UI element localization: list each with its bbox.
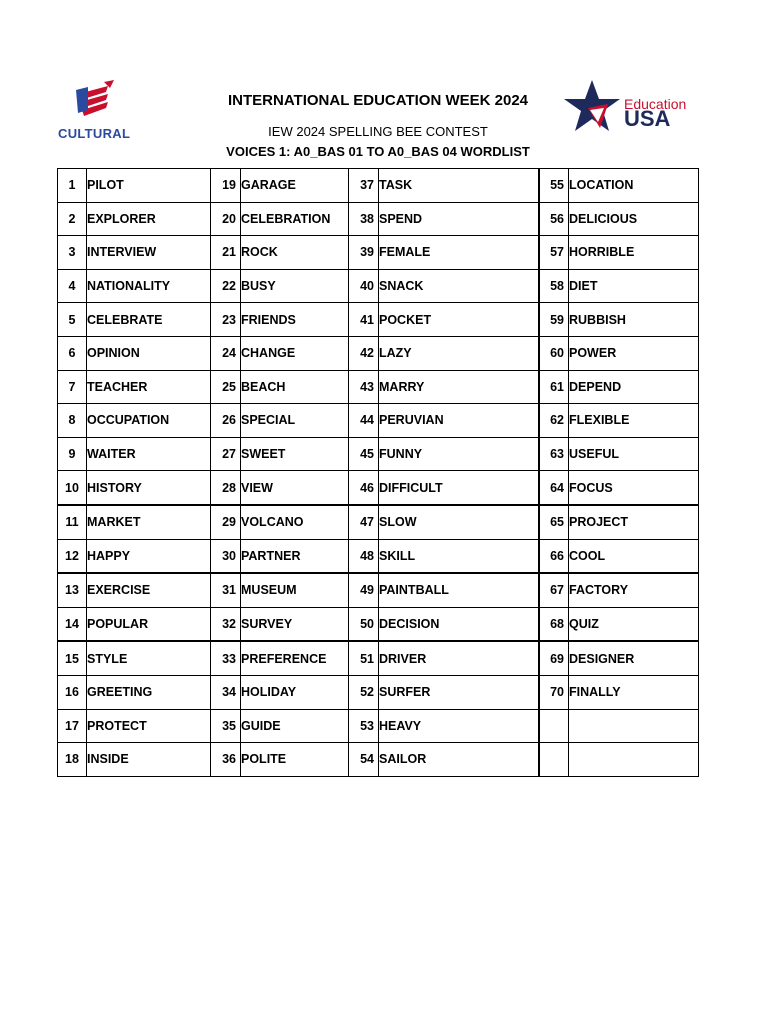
word-number: 57 bbox=[539, 236, 569, 270]
word-cell: POLITE bbox=[241, 743, 349, 777]
table-row bbox=[58, 641, 699, 675]
word-number: 24 bbox=[211, 336, 241, 370]
word-number: 70 bbox=[539, 675, 569, 709]
word-number: 47 bbox=[349, 505, 379, 539]
word-number: 46 bbox=[349, 471, 379, 505]
word-cell: FACTORY bbox=[569, 573, 699, 607]
word-number: 23 bbox=[211, 303, 241, 337]
table-row bbox=[58, 202, 699, 236]
word-cell: SURVEY bbox=[241, 607, 349, 641]
table-row bbox=[58, 370, 699, 404]
word-cell: HAPPY bbox=[87, 539, 211, 573]
word-cell: VIEW bbox=[241, 471, 349, 505]
word-number: 15 bbox=[58, 641, 87, 675]
word-number: 7 bbox=[58, 370, 87, 404]
word-cell: PROTECT bbox=[87, 709, 211, 743]
word-cell: PARTNER bbox=[241, 539, 349, 573]
word-number: 65 bbox=[539, 505, 569, 539]
word-cell: RUBBISH bbox=[569, 303, 699, 337]
word-number: 56 bbox=[539, 202, 569, 236]
word-cell: USEFUL bbox=[569, 437, 699, 471]
word-cell: MARKET bbox=[87, 505, 211, 539]
word-number: 20 bbox=[211, 202, 241, 236]
word-number: 9 bbox=[58, 437, 87, 471]
word-number: 19 bbox=[211, 169, 241, 203]
word-cell: SAILOR bbox=[379, 743, 539, 777]
word-number: 59 bbox=[539, 303, 569, 337]
word-number: 27 bbox=[211, 437, 241, 471]
word-cell: SPECIAL bbox=[241, 404, 349, 438]
table-row bbox=[58, 573, 699, 607]
word-number: 44 bbox=[349, 404, 379, 438]
word-number: 10 bbox=[58, 471, 87, 505]
word-cell: FUNNY bbox=[379, 437, 539, 471]
word-cell: DELICIOUS bbox=[569, 202, 699, 236]
word-cell: TASK bbox=[379, 169, 539, 203]
word-number: 58 bbox=[539, 269, 569, 303]
word-number: 43 bbox=[349, 370, 379, 404]
table-row bbox=[58, 607, 699, 641]
word-number: 40 bbox=[349, 269, 379, 303]
word-cell: PREFERENCE bbox=[241, 641, 349, 675]
page-title: INTERNATIONAL EDUCATION WEEK 2024 bbox=[227, 92, 529, 109]
table-row bbox=[58, 303, 699, 337]
word-number: 68 bbox=[539, 607, 569, 641]
word-cell: MUSEUM bbox=[241, 573, 349, 607]
word-cell: CHANGE bbox=[241, 336, 349, 370]
word-number: 39 bbox=[349, 236, 379, 270]
word-number: 31 bbox=[211, 573, 241, 607]
word-cell: INSIDE bbox=[87, 743, 211, 777]
word-cell: GUIDE bbox=[241, 709, 349, 743]
word-cell: SNACK bbox=[379, 269, 539, 303]
usa-text: USA bbox=[624, 106, 671, 131]
word-number: 45 bbox=[349, 437, 379, 471]
word-cell: GARAGE bbox=[241, 169, 349, 203]
word-cell: SPEND bbox=[379, 202, 539, 236]
table-row bbox=[58, 437, 699, 471]
word-cell: HORRIBLE bbox=[569, 236, 699, 270]
word-cell: HEAVY bbox=[379, 709, 539, 743]
word-number: 49 bbox=[349, 573, 379, 607]
word-cell bbox=[569, 743, 699, 777]
table-row bbox=[58, 169, 699, 203]
word-cell: DRIVER bbox=[379, 641, 539, 675]
word-cell: WAITER bbox=[87, 437, 211, 471]
word-number: 26 bbox=[211, 404, 241, 438]
word-number: 2 bbox=[58, 202, 87, 236]
word-number: 69 bbox=[539, 641, 569, 675]
word-cell: DEPEND bbox=[569, 370, 699, 404]
word-cell: OCCUPATION bbox=[87, 404, 211, 438]
word-cell: SLOW bbox=[379, 505, 539, 539]
table-row bbox=[58, 675, 699, 709]
word-cell: LAZY bbox=[379, 336, 539, 370]
word-cell: DECISION bbox=[379, 607, 539, 641]
word-cell: SURFER bbox=[379, 675, 539, 709]
word-cell: FINALLY bbox=[569, 675, 699, 709]
table-row bbox=[58, 471, 699, 505]
word-number: 30 bbox=[211, 539, 241, 573]
word-number: 12 bbox=[58, 539, 87, 573]
word-cell: EXERCISE bbox=[87, 573, 211, 607]
word-number: 41 bbox=[349, 303, 379, 337]
table-row bbox=[58, 236, 699, 270]
word-number: 52 bbox=[349, 675, 379, 709]
word-cell: COOL bbox=[569, 539, 699, 573]
word-cell: PROJECT bbox=[569, 505, 699, 539]
word-number: 55 bbox=[539, 169, 569, 203]
word-cell: GREETING bbox=[87, 675, 211, 709]
word-number: 42 bbox=[349, 336, 379, 370]
word-cell: OPINION bbox=[87, 336, 211, 370]
word-cell: VOLCANO bbox=[241, 505, 349, 539]
word-number: 63 bbox=[539, 437, 569, 471]
table-row bbox=[58, 269, 699, 303]
table-row bbox=[58, 404, 699, 438]
word-number: 16 bbox=[58, 675, 87, 709]
word-number: 34 bbox=[211, 675, 241, 709]
wordlist-heading: VOICES 1: A0_BAS 01 TO A0_BAS 04 WORDLIST bbox=[226, 144, 530, 159]
word-number: 64 bbox=[539, 471, 569, 505]
table-row bbox=[58, 336, 699, 370]
word-cell: EXPLORER bbox=[87, 202, 211, 236]
word-cell: FEMALE bbox=[379, 236, 539, 270]
word-cell: NATIONALITY bbox=[87, 269, 211, 303]
word-number: 36 bbox=[211, 743, 241, 777]
word-number: 14 bbox=[58, 607, 87, 641]
word-number: 22 bbox=[211, 269, 241, 303]
word-cell: BUSY bbox=[241, 269, 349, 303]
word-number: 53 bbox=[349, 709, 379, 743]
word-number: 62 bbox=[539, 404, 569, 438]
word-number: 38 bbox=[349, 202, 379, 236]
word-cell: SWEET bbox=[241, 437, 349, 471]
word-number: 48 bbox=[349, 539, 379, 573]
word-number: 6 bbox=[58, 336, 87, 370]
word-number: 11 bbox=[58, 505, 87, 539]
word-number: 28 bbox=[211, 471, 241, 505]
word-cell: DIFFICULT bbox=[379, 471, 539, 505]
table-row bbox=[58, 505, 699, 539]
word-number: 61 bbox=[539, 370, 569, 404]
word-cell: INTERVIEW bbox=[87, 236, 211, 270]
table-row bbox=[58, 539, 699, 573]
word-number: 4 bbox=[58, 269, 87, 303]
word-number: 13 bbox=[58, 573, 87, 607]
word-cell: HOLIDAY bbox=[241, 675, 349, 709]
word-cell: POPULAR bbox=[87, 607, 211, 641]
word-cell: BEACH bbox=[241, 370, 349, 404]
page-subtitle: IEW 2024 SPELLING BEE CONTEST bbox=[268, 124, 488, 139]
word-cell: PERUVIAN bbox=[379, 404, 539, 438]
word-number: 50 bbox=[349, 607, 379, 641]
word-cell: POWER bbox=[569, 336, 699, 370]
word-number: 66 bbox=[539, 539, 569, 573]
table-row bbox=[58, 709, 699, 743]
word-number: 54 bbox=[349, 743, 379, 777]
word-number: 37 bbox=[349, 169, 379, 203]
word-number: 35 bbox=[211, 709, 241, 743]
word-number: 1 bbox=[58, 169, 87, 203]
word-cell: PAINTBALL bbox=[379, 573, 539, 607]
cultural-logo-text: CULTURAL bbox=[58, 126, 131, 141]
word-cell: FOCUS bbox=[569, 471, 699, 505]
word-cell: STYLE bbox=[87, 641, 211, 675]
word-cell bbox=[569, 709, 699, 743]
word-cell: DIET bbox=[569, 269, 699, 303]
word-number: 51 bbox=[349, 641, 379, 675]
word-number: 17 bbox=[58, 709, 87, 743]
word-cell: PILOT bbox=[87, 169, 211, 203]
word-cell: LOCATION bbox=[569, 169, 699, 203]
word-number: 60 bbox=[539, 336, 569, 370]
education-text: Education bbox=[624, 96, 687, 112]
word-number: 32 bbox=[211, 607, 241, 641]
word-number: 67 bbox=[539, 573, 569, 607]
word-number bbox=[539, 743, 569, 777]
word-cell: SKILL bbox=[379, 539, 539, 573]
word-number: 8 bbox=[58, 404, 87, 438]
word-cell: TEACHER bbox=[87, 370, 211, 404]
word-cell: CELEBRATION bbox=[241, 202, 349, 236]
word-number: 25 bbox=[211, 370, 241, 404]
word-cell: QUIZ bbox=[569, 607, 699, 641]
table-row bbox=[58, 743, 699, 777]
word-number: 29 bbox=[211, 505, 241, 539]
word-number bbox=[539, 709, 569, 743]
word-cell: POCKET bbox=[379, 303, 539, 337]
word-number: 3 bbox=[58, 236, 87, 270]
word-number: 18 bbox=[58, 743, 87, 777]
word-cell: FLEXIBLE bbox=[569, 404, 699, 438]
word-number: 21 bbox=[211, 236, 241, 270]
word-number: 33 bbox=[211, 641, 241, 675]
word-cell: HISTORY bbox=[87, 471, 211, 505]
word-cell: DESIGNER bbox=[569, 641, 699, 675]
word-cell: ROCK bbox=[241, 236, 349, 270]
wordlist-table bbox=[57, 168, 699, 777]
word-cell: FRIENDS bbox=[241, 303, 349, 337]
word-number: 5 bbox=[58, 303, 87, 337]
word-cell: MARRY bbox=[379, 370, 539, 404]
word-cell: CELEBRATE bbox=[87, 303, 211, 337]
